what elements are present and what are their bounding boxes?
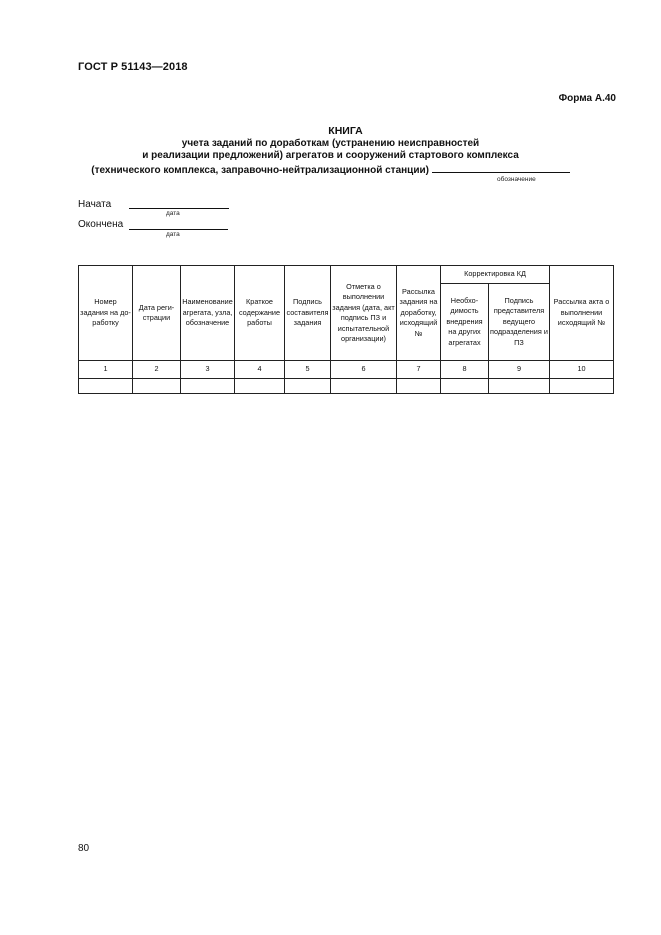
document-title (0, 125, 661, 177)
col-number: 5 (285, 361, 331, 379)
empty-cell (397, 379, 441, 394)
empty-cell (331, 379, 397, 394)
col-number: 2 (133, 361, 181, 379)
col-header-8: Необходимость внедрения на других агрегатах (441, 284, 489, 361)
empty-cell (133, 379, 181, 394)
finished-date-caption: дата (166, 231, 180, 238)
col-header-9: Подпись представителя ведущего подразделения и ПЗ (489, 284, 550, 361)
designation-caption: обозначение (497, 176, 536, 183)
empty-cell (441, 379, 489, 394)
title-line-4-row (0, 163, 661, 178)
finished-label: Окончена (78, 219, 124, 230)
col-header-10: Рассылка акта о выполнении исходящий № (550, 266, 614, 361)
col-number: 10 (550, 361, 614, 379)
empty-cell (550, 379, 614, 394)
title-line-4: (технического комплекса, заправочно-нейтрализационной станции) (91, 164, 429, 176)
title-line-3: и реализации предложений) агрегатов и сооружений стартового комплекса (142, 150, 519, 161)
started-label: Начата (78, 199, 112, 210)
empty-cell (181, 379, 235, 394)
title-line-2: учета заданий по доработкам (устранению неисправностей (181, 137, 480, 149)
col-header-6: Отметка о выполнении задания (дата, акт подпись ПЗ и испытательной организации) (331, 266, 397, 361)
col-number: 4 (235, 361, 285, 379)
empty-cell (489, 379, 550, 394)
col-number: 1 (79, 361, 133, 379)
col-header-1: Номер задания на доработку (79, 266, 133, 361)
empty-cell (285, 379, 331, 394)
finished-date-line (129, 229, 228, 230)
col-header-3: Наименование агрегата, узла, обозначение (181, 266, 235, 361)
page-number: 80 (78, 843, 90, 854)
col-header-2: Дата регистрации (133, 266, 181, 361)
started-date-caption: дата (166, 210, 180, 217)
title-book: КНИГА (328, 125, 363, 137)
col-header-5: Подпись составителя задания (285, 266, 331, 361)
assignments-table (78, 265, 614, 394)
col-number: 6 (331, 361, 397, 379)
empty-cell (235, 379, 285, 394)
designation-line (432, 163, 570, 173)
col-header-7: Рассылка задания на доработку, исходящий № (397, 266, 441, 361)
col-number: 8 (441, 361, 489, 379)
col-number: 7 (397, 361, 441, 379)
col-number: 3 (181, 361, 235, 379)
form-number: Форма А.40 (558, 93, 616, 104)
standard-number: ГОСТ Р 51143—2018 (78, 61, 188, 73)
col-header-kd-group: Корректировка КД (441, 266, 550, 284)
col-header-4: Краткое содержание работы (235, 266, 285, 361)
col-number: 9 (489, 361, 550, 379)
started-date-line (129, 208, 229, 209)
empty-cell (79, 379, 133, 394)
